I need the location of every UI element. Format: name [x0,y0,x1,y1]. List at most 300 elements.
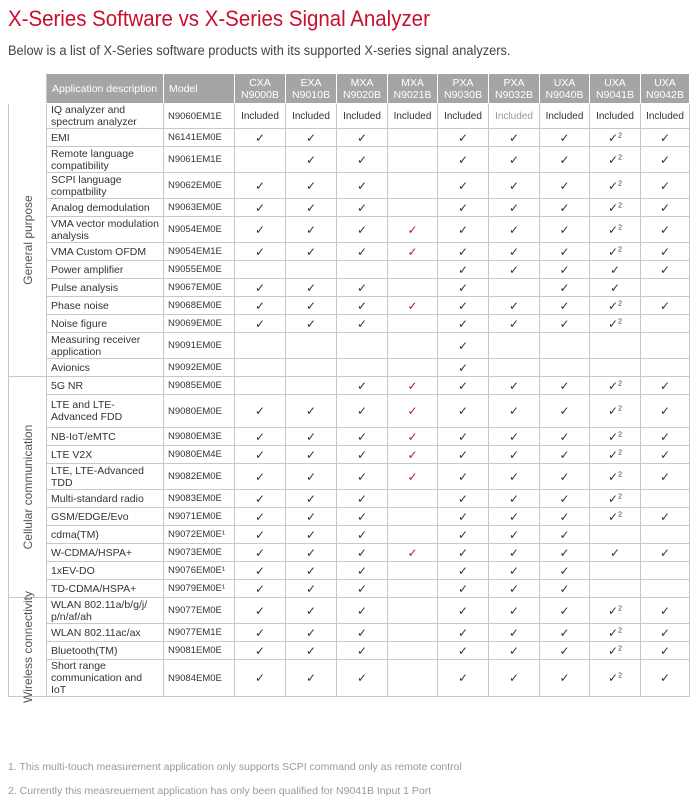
check-icon: ✓ [508,469,520,484]
support-cell [337,315,388,333]
check-icon: ✓ [254,545,266,560]
header-analyzer [641,74,690,104]
model-number: N9076EM0E¹ [164,562,235,580]
group-label: Wireless connectivity [20,590,35,704]
application-description: TD-CDMA/HSPA+ [47,580,164,598]
check-icon: ✓ [356,527,368,542]
support-cell [641,580,690,598]
support-cell [489,395,540,428]
application-description: LTE, LTE-Advanced TDD [47,464,164,490]
support-cell [641,544,690,562]
page-subtitle: Below is a list of X-Series software products with its supported X-series signal analyzers. [8,43,511,58]
footnote-1: 1. This multi-touch measurement application only supports SCPI command only as remote control [8,761,462,773]
check-icon: ✓ [659,429,671,444]
check-icon: ✓ [508,447,520,462]
check-icon: ✓ [356,316,368,331]
support-cell [438,297,489,315]
support-cell [235,446,286,464]
analyzer-model: N9020B [343,88,381,101]
check-icon: ✓ [457,360,469,375]
support-cell [590,660,641,697]
support-cell [590,544,641,562]
check-icon: ✓ [457,178,469,193]
table-row [9,261,690,279]
support-cell [388,624,438,642]
support-cell [235,104,286,129]
check-icon: ✓ [305,625,317,640]
support-cell [590,261,641,279]
table-row [9,526,690,544]
check-icon: ✓ [356,625,368,640]
check-icon: ✓ [457,338,469,353]
check-icon: ✓ [559,491,570,506]
application-description: 1xEV-DO [47,562,164,580]
support-cell [590,129,641,147]
check-icon: ✓ [457,404,469,418]
support-cell [590,642,641,660]
check-icon: ✓ [609,545,621,560]
support-cell [540,580,590,598]
footnote-marker: 2 [618,180,622,187]
application-description: Phase noise [47,297,164,315]
support-cell [489,129,540,147]
support-cell [590,147,641,173]
support-cell [286,333,337,359]
support-cell [641,243,690,261]
check-icon: ✓ [508,563,520,578]
table-row [9,377,690,395]
check-icon: ✓ [356,545,368,560]
support-cell [489,261,540,279]
check-icon: ✓ [559,262,570,277]
check-icon: ✓ [659,244,671,259]
support-cell [388,446,438,464]
model-number: N9083EM0E [164,490,235,508]
check-icon: ✓ [254,643,266,658]
support-cell [286,261,337,279]
support-cell [540,562,590,580]
check-icon: ✓ [659,262,671,277]
application-description: WLAN 802.11a/b/g/j/ p/n/af/ah [47,598,164,624]
check-icon: ✓ [508,429,520,444]
support-cell [590,333,641,359]
check-icon: ✓ [608,222,619,237]
analyzer-model: N9032B [495,88,533,101]
check-icon: ✓ [457,643,469,658]
support-cell [438,333,489,359]
support-cell [438,377,489,395]
support-cell [286,544,337,562]
support-cell [438,526,489,544]
support-cell [540,598,590,624]
support-cell [286,428,337,446]
header-analyzer [590,74,641,104]
support-cell [540,279,590,297]
support-cell [540,508,590,526]
check-icon: ✓ [305,152,317,167]
support-cell [438,315,489,333]
support-cell [438,580,489,598]
check-icon: ✓ [508,545,520,560]
included-label: Included [444,110,482,122]
support-cell [489,243,540,261]
table-row [9,660,690,697]
support-cell [489,490,540,508]
footnote-marker: 2 [618,672,622,680]
group-label: Cellular communication [20,424,35,550]
support-cell [489,464,540,490]
header-analyzer [438,74,489,104]
support-cell [286,580,337,598]
analyzer-name: PXA [452,76,474,89]
support-cell [590,297,641,315]
model-number: N9060EM1E [164,104,235,129]
check-icon: ✓ [508,378,520,393]
support-cell [438,243,489,261]
support-cell [286,243,337,261]
check-icon: ✓ [659,130,671,145]
support-cell [489,562,540,580]
support-cell [641,490,690,508]
footnote-marker: 2 [618,431,622,438]
support-cell [337,446,388,464]
support-cell [590,446,641,464]
check-icon: ✓ [608,378,619,393]
model-number: N9080EM4E [164,446,235,464]
check-icon: ✓ [356,130,368,145]
support-cell [438,279,489,297]
check-icon: ✓ [508,404,520,418]
check-icon: ✓ [457,200,469,215]
header-application: Application description [47,74,164,104]
check-icon: ✓ [659,378,671,393]
check-icon: ✓ [608,178,619,193]
support-cell [438,359,489,377]
application-description: Analog demodulation [47,199,164,217]
support-cell [438,199,489,217]
support-cell [540,395,590,428]
check-icon: ✓ [457,130,469,145]
support-cell [388,526,438,544]
support-cell [489,660,540,697]
check-icon: ✓ [659,603,671,618]
check-icon: ✓ [407,404,418,418]
check-icon: ✓ [254,563,266,578]
check-icon: ✓ [659,469,671,484]
table-row [9,580,690,598]
support-cell [590,173,641,199]
application-description: Measuring receiver application [47,333,164,359]
support-cell [438,660,489,697]
support-cell [337,199,388,217]
support-cell [489,315,540,333]
check-icon: ✓ [559,378,570,393]
support-cell [337,660,388,697]
support-cell [641,261,690,279]
check-icon: ✓ [305,545,317,560]
analyzer-model: N9000B [241,88,279,101]
included-label: Included [646,110,684,122]
check-icon: ✓ [305,643,317,658]
analyzer-name: UXA [604,76,626,89]
support-cell [337,642,388,660]
check-icon: ✓ [559,671,570,685]
support-cell [540,446,590,464]
support-cell [438,129,489,147]
model-number: N9069EM0E [164,315,235,333]
check-icon: ✓ [254,178,266,193]
support-cell [641,217,690,243]
check-icon: ✓ [254,130,266,145]
check-icon: ✓ [254,280,266,295]
check-icon: ✓ [254,671,266,685]
check-icon: ✓ [559,603,570,618]
support-cell [388,660,438,697]
support-cell [590,464,641,490]
support-cell [590,490,641,508]
check-icon: ✓ [407,378,418,393]
check-icon: ✓ [457,262,469,277]
check-icon: ✓ [559,545,570,560]
check-icon: ✓ [508,603,520,618]
check-icon: ✓ [305,509,317,524]
check-icon: ✓ [457,563,469,578]
support-cell [540,104,590,129]
check-icon: ✓ [659,298,671,313]
support-cell [540,464,590,490]
check-icon: ✓ [305,222,317,237]
footnote-marker: 2 [618,246,622,253]
support-cell [337,562,388,580]
support-cell [235,428,286,446]
support-cell [388,261,438,279]
check-icon: ✓ [559,625,570,640]
support-cell [590,508,641,526]
table-row [9,333,690,359]
included-label: Included [241,110,279,122]
table-row [9,446,690,464]
header-analyzer [337,74,388,104]
support-cell [438,173,489,199]
support-cell [590,359,641,377]
model-number: N9061EM1E [164,147,235,173]
support-cell [235,562,286,580]
support-cell [438,147,489,173]
check-icon: ✓ [457,316,469,331]
support-cell [641,173,690,199]
analyzer-name: PXA [503,76,525,89]
support-cell [641,333,690,359]
check-icon: ✓ [254,603,266,618]
check-icon: ✓ [305,429,317,444]
support-cell [388,147,438,173]
support-cell [286,598,337,624]
group-cell [9,590,47,704]
support-cell [641,624,690,642]
application-description: WLAN 802.11ac/ax [47,624,164,642]
table-row [9,624,690,642]
support-cell [286,526,337,544]
support-cell [388,243,438,261]
analyzer-name: UXA [654,76,676,89]
check-icon: ✓ [356,491,368,506]
support-cell [286,490,337,508]
footnote-marker: 2 [618,405,622,413]
application-description: Avionics [47,359,164,377]
footnote-marker: 2 [618,224,622,231]
support-cell [337,217,388,243]
support-cell [337,624,388,642]
application-description: SCPI language compatbility [47,173,164,199]
included-label: Included [343,110,381,122]
support-cell [337,428,388,446]
check-icon: ✓ [457,509,469,524]
support-cell [286,642,337,660]
support-cell [489,217,540,243]
check-icon: ✓ [457,447,469,462]
header-analyzer [235,74,286,104]
model-number: N9092EM0E [164,359,235,377]
support-cell [235,464,286,490]
application-description: cdma(TM) [47,526,164,544]
support-cell [540,490,590,508]
support-cell [235,544,286,562]
support-cell [641,104,690,129]
application-description: IQ analyzer and spectrum analyzer [47,104,164,129]
support-cell [337,173,388,199]
support-cell [286,660,337,697]
table-row [9,428,690,446]
support-cell [235,359,286,377]
support-cell [641,642,690,660]
support-cell [489,377,540,395]
model-number: N9054EM1E [164,243,235,261]
footnote-2: 2. Currently this measreuement application has only been qualified for N9041B Input 1 Port [8,785,432,797]
check-icon: ✓ [457,671,469,685]
check-icon: ✓ [608,429,619,444]
support-cell [590,395,641,428]
check-icon: ✓ [305,244,317,259]
check-icon: ✓ [457,527,469,542]
application-description: VMA vector modulation analysis [47,217,164,243]
support-cell [388,333,438,359]
table-row [9,315,690,333]
support-cell [641,359,690,377]
support-cell [235,580,286,598]
check-icon: ✓ [508,316,520,331]
table-row [9,243,690,261]
support-cell [286,562,337,580]
support-cell [337,243,388,261]
support-cell [235,526,286,544]
table-row [9,544,690,562]
support-cell [337,129,388,147]
support-cell [388,642,438,660]
support-cell [590,199,641,217]
support-cell [641,660,690,697]
check-icon: ✓ [659,671,671,685]
header-analyzer [489,74,540,104]
application-description: Power amplifier [47,261,164,279]
support-cell [540,217,590,243]
check-icon: ✓ [457,298,469,313]
check-icon: ✓ [407,545,418,560]
support-cell [641,147,690,173]
check-icon: ✓ [254,527,266,542]
support-cell [641,377,690,395]
header-analyzer [388,74,438,104]
support-cell [388,395,438,428]
support-cell [540,129,590,147]
model-number: N6141EM0E [164,129,235,147]
check-icon: ✓ [608,404,619,418]
check-icon: ✓ [356,469,368,484]
check-icon: ✓ [608,625,619,640]
support-cell [590,526,641,544]
check-icon: ✓ [356,581,368,596]
table-row [9,642,690,660]
model-number: N9062EM0E [164,173,235,199]
check-icon: ✓ [559,469,570,484]
check-icon: ✓ [508,178,520,193]
support-cell [540,297,590,315]
support-cell [286,104,337,129]
check-icon: ✓ [508,509,520,524]
table-row [9,562,690,580]
check-icon: ✓ [457,545,469,560]
included-label: Included [545,110,584,122]
check-icon: ✓ [559,509,570,524]
check-icon: ✓ [608,509,619,524]
check-icon: ✓ [457,603,469,618]
support-cell [438,624,489,642]
check-icon: ✓ [356,404,368,418]
support-cell [590,104,641,129]
check-icon: ✓ [254,491,266,506]
support-cell [438,598,489,624]
table-row [9,199,690,217]
support-cell [235,598,286,624]
support-cell [388,279,438,297]
table-row [9,395,690,428]
check-icon: ✓ [559,563,570,578]
check-icon: ✓ [254,298,266,313]
check-icon: ✓ [508,581,520,596]
model-number: N9068EM0E [164,297,235,315]
support-cell [438,395,489,428]
header-analyzer [286,74,337,104]
model-number: N9071EM0E [164,508,235,526]
support-cell [337,359,388,377]
check-icon: ✓ [305,404,317,418]
support-cell [489,359,540,377]
check-icon: ✓ [608,603,619,618]
check-icon: ✓ [559,244,570,259]
check-icon: ✓ [659,152,671,167]
support-cell [641,598,690,624]
support-cell [286,279,337,297]
support-cell [489,526,540,544]
support-cell [641,446,690,464]
table-row [9,490,690,508]
check-icon: ✓ [254,316,266,331]
check-icon: ✓ [254,429,266,444]
support-cell [388,598,438,624]
support-cell [489,508,540,526]
support-cell [388,508,438,526]
support-cell [489,104,540,129]
support-cell [438,104,489,129]
